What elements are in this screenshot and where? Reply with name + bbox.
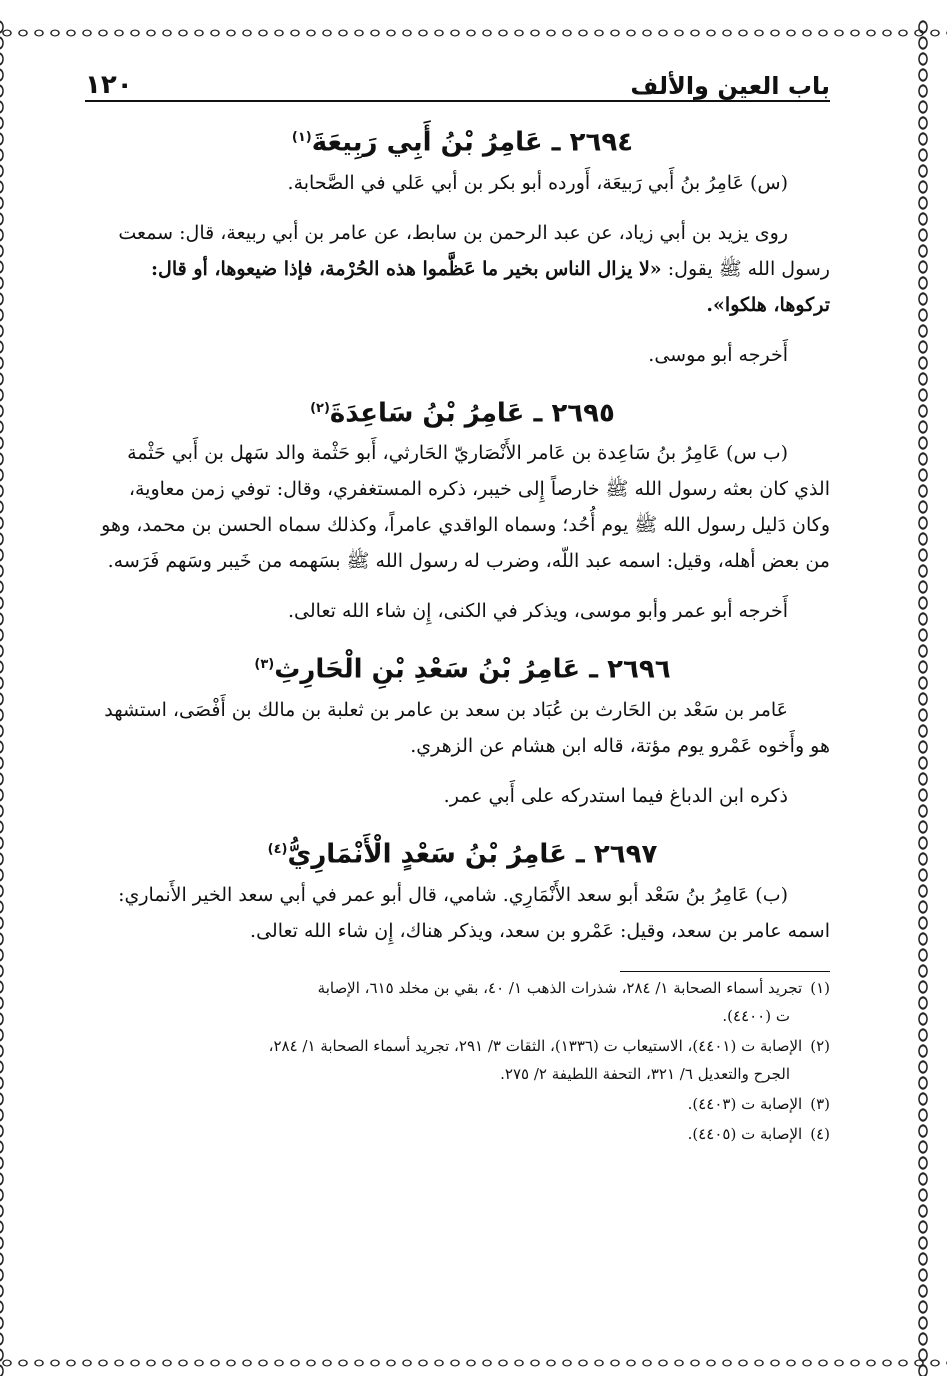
footnote-ref: (١): [291, 130, 312, 145]
hadith-quote: «لا يزال الناس بخير ما عَظَّموا هذه الحُرْمة، فإذا ضيعوها، أو قال: تركوها، هلكوا».: [151, 257, 830, 316]
entry-heading-text: ٢٦٩٥ ـ عَامِرُ بْنُ سَاعِدَةَ: [329, 398, 615, 429]
footnote-ref: (٣): [254, 657, 275, 673]
footnote-text: الجرح والتعديل ٦/ ٣٢١، التحفة اللطيفة ٢/ ٢٧٥.: [500, 1064, 790, 1083]
book-page: [85, 60, 830, 1330]
footnote-text: الإصابة ت (٤٤٠٣).: [687, 1094, 803, 1113]
entry-paragraph: (س) عَامِرُ بنُ أَبي رَبيعَة، أَورده أبو بكر بن أبي عَلي في الصَّحابة.: [287, 171, 788, 194]
entry-heading-2694: [95, 116, 830, 165]
ornamental-border-bottom: [0, 1350, 947, 1376]
entry-heading-text: ٢٦٩٤ ـ عَامِرُ بْنُ أَبِي رَبِيعَةَ: [311, 127, 634, 158]
footnote-number: (١): [810, 978, 830, 997]
footnote-4: [95, 1120, 830, 1148]
entry-heading-2695: [95, 387, 830, 436]
entry-paragraph: (ب) عَامِرُ بنُ سَعْد أبو سعد الأَنْمَارِي. شامي، قال أبو عمر في أبي سعد الخير الأَنماري: اسمه عامر بن سعد، وقيل: عَمْرو بن سعد، ويذكر هناك، إِن شاء الله تعالى.: [118, 883, 830, 942]
entry-heading-text: ٢٦٩٧ ـ عَامِرُ بْنُ سَعْدٍ الْأَنْمَارِيُّ: [287, 839, 658, 870]
footnote-number: (٣): [810, 1094, 830, 1113]
entry-paragraph: (ب س) عَامِرُ بنُ سَاعِدة بن عَامر الأَنْصَاريّ الحَارثي، أَبو حَثْمة والد سَهل بن أَبي حَثْمة الذي كان بعثه رسول الله ﷺ خارصاً إِلى خيبر، ذكره المستغفري، وقال: توفي زمن معاوية، وكان دَليل رسول الله ﷺ يوم أُحُد؛ وسماه الواقدي عامراً، وكذلك سماه الحسن بن محمد، وهو من بعض أهله، وقيل: اسمه عبد اللّه، وضرب له رسول الله ﷺ بسَهمه من خَيبر وسَهم فَرَسه.: [101, 442, 830, 573]
ornamental-border-top: [0, 20, 947, 46]
entry-heading-2696: [95, 643, 830, 692]
footnote-divider: [620, 971, 830, 972]
footnote-text: الإصابة ت (٤٤٠١)، الاستيعاب ت (١٣٣٦)، الثقات ٣/ ٢٩١، تجريد أسماء الصحابة ١/ ٢٨٤،: [268, 1036, 803, 1055]
ornamental-border-right: [910, 20, 936, 1376]
entry-paragraph: أَخرجه أبو موسى.: [648, 343, 788, 366]
footnote-number: (٢): [810, 1036, 830, 1055]
narration-text: روى يزيد بن أبي زياد، عن عبد الرحمن بن سابط، عن عامر بن أبي ربيعة، قال: سمعت رسول الله ﷺ يقول:: [118, 221, 830, 280]
ornamental-border-left: [0, 20, 6, 1376]
page-number: ١٢٠: [85, 70, 133, 100]
entry-heading-text: ٢٦٩٦ ـ عَامِرُ بْنُ سَعْدِ بْنِ الْحَارِثِ: [274, 654, 671, 685]
entry-paragraph: ذكره ابن الدباغ فيما استدركه على أَبي عمر.: [443, 784, 788, 807]
entry-paragraph: [95, 215, 830, 323]
footnote-text: ت (٤٤٠٠).: [722, 1006, 790, 1025]
footnote-2: [95, 1032, 830, 1088]
footnote-1: [95, 974, 830, 1030]
chapter-title: باب العين والألف: [630, 72, 830, 100]
footnote-number: (٤): [810, 1124, 830, 1143]
footnote-ref: (٤): [267, 841, 288, 857]
footnote-text: الإصابة ت (٤٤٠٥).: [687, 1124, 803, 1143]
entry-paragraph: عَامر بن سَعْد بن الحَارث بن عُبَاد بن سعد بن عامر بن ثعلبة بن مالك بن أَفْصَى، استشهد هو وأَخوه عَمْرو يوم مؤتة، قاله ابن هشام عن الزهري.: [104, 698, 830, 757]
entry-paragraph: أَخرجه أبو عمر وأبو موسى، ويذكر في الكنى، إِن شاء الله تعالى.: [288, 600, 788, 623]
footnote-text: تجريد أسماء الصحابة ١/ ٢٨٤، شذرات الذهب ١/ ٤٠، بقي بن مخلد ٦١٥، الإصابة: [317, 978, 803, 997]
entry-heading-2697: [95, 828, 830, 877]
running-head: [85, 60, 830, 102]
footnote-ref: (٢): [310, 400, 330, 416]
footnotes: [95, 974, 830, 1148]
footnote-3: [95, 1090, 830, 1118]
